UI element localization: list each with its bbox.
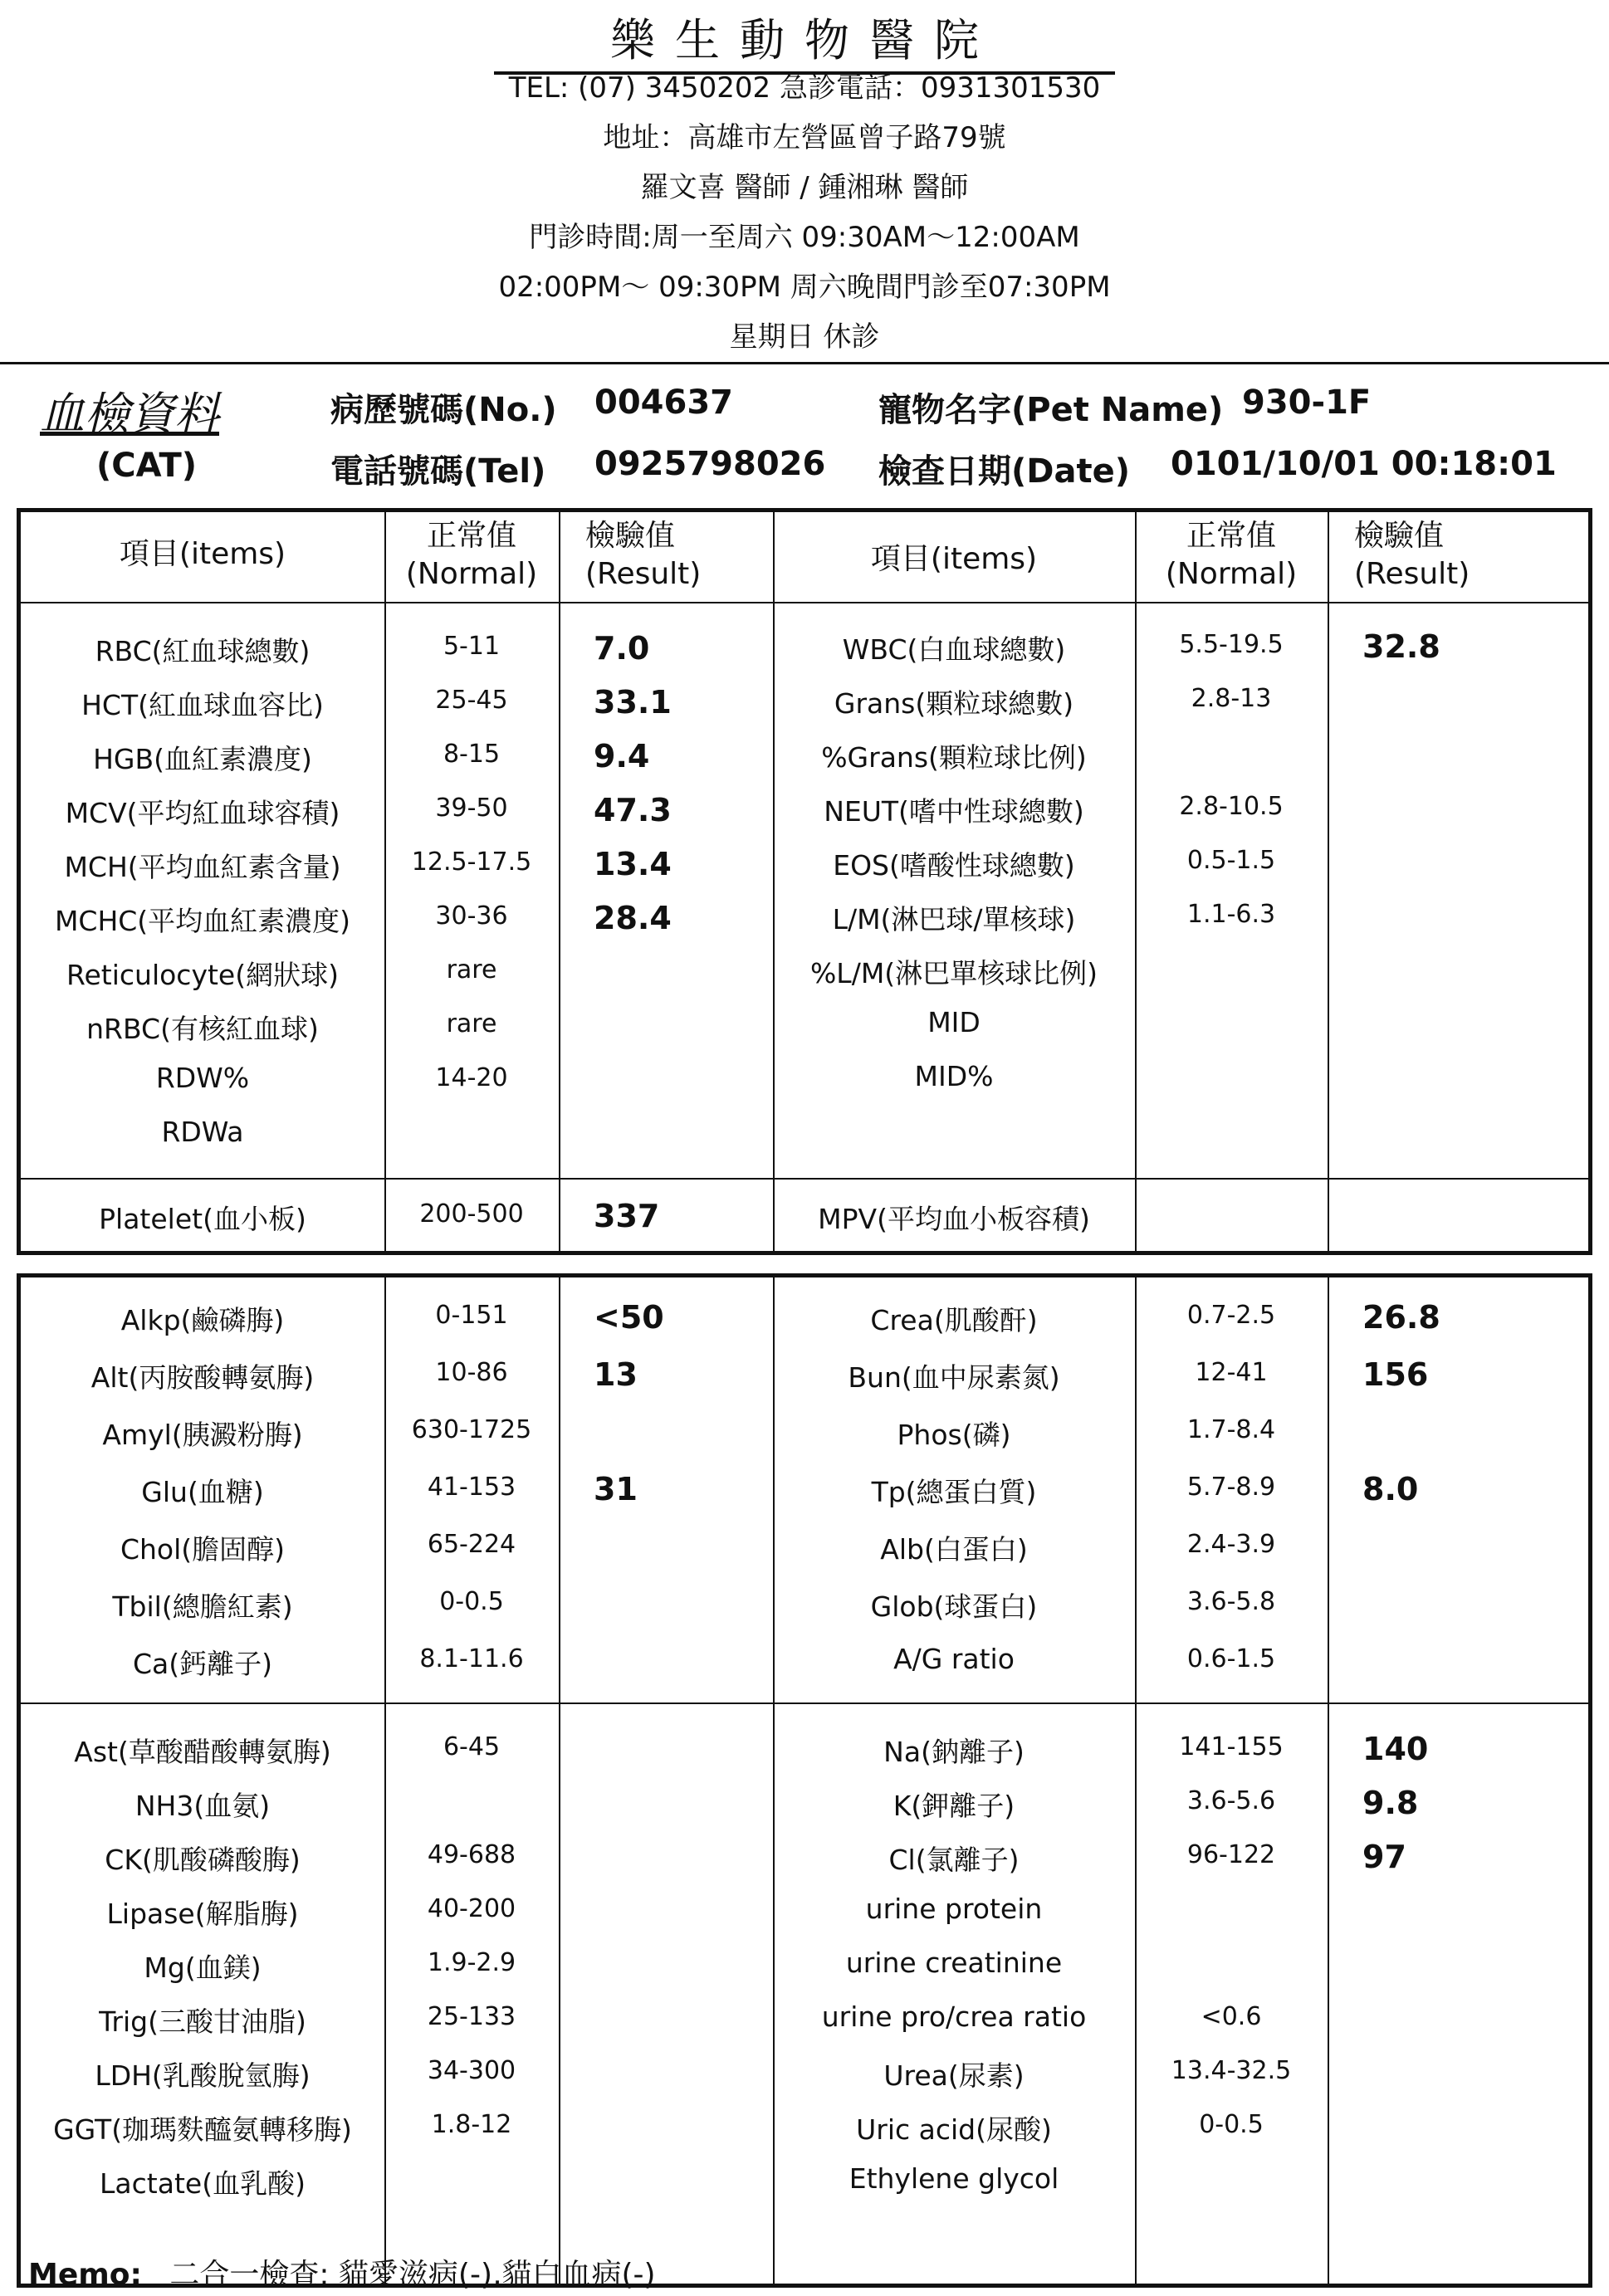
right-item-label: L/M(淋巴球/單核球) — [832, 903, 1076, 935]
left-normal-value: 49-688 — [427, 1840, 516, 1869]
right-item-label: urine pro/crea ratio — [821, 2000, 1087, 2033]
left-item-label: HGB(血紅素濃度) — [93, 743, 312, 775]
memo-text: 二合一檢查: 貓愛滋病(-),貓白血病(-) — [169, 2258, 656, 2292]
species-label: (CAT) — [96, 447, 198, 485]
cbc-table — [17, 508, 1592, 1255]
clinic-name: 樂生動物醫院 — [0, 5, 1609, 69]
right-item-label: Crea(肌酸酐) — [870, 1304, 1038, 1336]
left-item-label: MCHC(平均血紅素濃度) — [54, 905, 351, 937]
left-normal-value: 39-50 — [435, 794, 508, 823]
right-result-value: 9.8 — [1362, 1785, 1419, 1821]
header-divider — [0, 362, 1609, 364]
right-item-label: Ethylene glycol — [849, 2162, 1059, 2195]
right-normal-value: 0.5-1.5 — [1186, 846, 1276, 875]
right-item-label: Bun(血中尿素氮) — [848, 1361, 1060, 1394]
left-normal-value: 12.5-17.5 — [411, 848, 532, 877]
platelet-item: Platelet(血小板) — [99, 1203, 306, 1235]
left-result-value: 13.4 — [594, 846, 672, 882]
left-item-label: Mg(血鎂) — [144, 1952, 262, 1984]
left-normal-value: 0-151 — [435, 1301, 508, 1330]
left-normal-value: 1.8-12 — [431, 2110, 512, 2139]
right-item-label: urine protein — [865, 1893, 1043, 1925]
left-result-value: 13 — [594, 1356, 638, 1393]
col-result-left: 檢驗值 (Result) — [585, 519, 702, 591]
left-normal-value: 14-20 — [435, 1063, 508, 1092]
left-item-label: LDH(乳酸脫氫脢) — [95, 2059, 311, 2092]
right-normal-value: 0.6-1.5 — [1186, 1644, 1276, 1673]
right-normal-value: 1.1-6.3 — [1186, 900, 1276, 929]
left-normal-value: 41-153 — [427, 1473, 516, 1502]
left-normal-value: rare — [446, 1009, 497, 1038]
left-item-label: Alt(丙胺酸轉氨脢) — [90, 1361, 315, 1394]
col-result-right: 檢驗值 (Result) — [1354, 519, 1470, 591]
memo — [28, 2251, 656, 2294]
right-result-value: 26.8 — [1362, 1299, 1440, 1336]
left-normal-value: rare — [446, 955, 497, 984]
right-normal-value: 5.5-19.5 — [1179, 630, 1284, 659]
left-normal-value: 65-224 — [427, 1530, 516, 1559]
platelet-normal: 200-500 — [419, 1199, 524, 1229]
left-normal-value: 0-0.5 — [439, 1587, 504, 1616]
right-normal-value: 2.4-3.9 — [1186, 1530, 1276, 1559]
pet-name-label: 寵物名字(Pet Name) — [878, 391, 1224, 429]
memo-label: Memo: — [28, 2258, 142, 2292]
right-normal-value: 1.7-8.4 — [1186, 1415, 1276, 1444]
left-normal-value: 30-36 — [435, 901, 508, 931]
left-item-label: CK(肌酸磷酸脢) — [105, 1844, 301, 1876]
right-item-label: MID% — [914, 1060, 994, 1092]
left-item-label: Amyl(胰澱粉脢) — [102, 1419, 303, 1451]
col-normal-left: 正常值 (Normal) — [405, 519, 538, 591]
right-result-value: 156 — [1362, 1356, 1429, 1393]
right-item-label: Na(鈉離子) — [883, 1736, 1025, 1768]
tel-value: 0925798026 — [594, 445, 826, 483]
right-normal-value: 13.4-32.5 — [1171, 2056, 1292, 2085]
left-item-label: Ca(鈣離子) — [132, 1648, 272, 1680]
left-item-label: MCV(平均紅血球容積) — [65, 797, 340, 829]
left-item-label: Alkp(鹼磷脢) — [120, 1304, 285, 1336]
record-no-label: 病歷號碼(No.) — [330, 391, 557, 429]
right-item-label: MID — [927, 1006, 981, 1038]
right-item-label: NEUT(嗜中性球總數) — [824, 795, 1084, 828]
col-normal-right: 正常值 (Normal) — [1165, 519, 1298, 591]
left-item-label: nRBC(有核紅血球) — [86, 1013, 319, 1045]
right-result-value: 97 — [1362, 1839, 1406, 1875]
right-normal-value: 3.6-5.8 — [1186, 1587, 1276, 1616]
right-item-label: Tp(總蛋白質) — [871, 1476, 1037, 1508]
right-item-label: A/G ratio — [893, 1643, 1015, 1675]
right-normal-value: 0-0.5 — [1199, 2110, 1264, 2139]
left-result-value: 33.1 — [594, 684, 672, 721]
right-normal-value: 0.7-2.5 — [1186, 1301, 1276, 1330]
left-item-label: Lipase(解脂脢) — [106, 1898, 299, 1930]
right-normal-value: 141-155 — [1179, 1732, 1284, 1761]
clinic-closed: 星期日 休診 — [729, 320, 880, 354]
left-item-label: MCH(平均血紅素含量) — [64, 851, 341, 883]
date-value: 0101/10/01 00:18:01 — [1171, 445, 1557, 483]
left-result-value: 9.4 — [594, 738, 650, 774]
right-result-value: 8.0 — [1362, 1471, 1419, 1507]
record-no-value: 004637 — [594, 383, 733, 422]
left-result-value: 28.4 — [594, 900, 672, 936]
clinic-doctors: 羅文喜 醫師 / 鍾湘琳 醫師 — [640, 171, 969, 204]
left-item-label: Chol(膽固醇) — [120, 1533, 286, 1566]
right-normal-value: 96-122 — [1186, 1840, 1276, 1869]
left-item-label: GGT(珈瑪麩醯氨轉移脢) — [53, 2113, 352, 2146]
tel-label: 電話號碼(Tel) — [330, 452, 546, 491]
clinic-address: 地址：高雄市左營區曾子路79號 — [603, 121, 1006, 154]
right-item-label: EOS(嗜酸性球總數) — [833, 849, 1075, 882]
right-item-label: Phos(磷) — [897, 1419, 1011, 1451]
left-normal-value: 8-15 — [443, 740, 501, 769]
left-item-label: Reticulocyte(網狀球) — [66, 959, 339, 991]
left-normal-value: 25-133 — [427, 2002, 516, 2031]
mpv-item: MPV(平均血小板容積) — [818, 1203, 1090, 1235]
date-label: 檢查日期(Date) — [878, 452, 1131, 491]
right-normal-value: 5.7-8.9 — [1186, 1473, 1276, 1502]
col-items-left: 項目(items) — [119, 537, 286, 571]
left-item-label: Trig(三酸甘油脂) — [99, 2005, 306, 2038]
right-normal-value: 2.8-13 — [1191, 684, 1272, 713]
left-item-label: HCT(紅血球血容比) — [81, 689, 324, 721]
left-item-label: NH3(血氨) — [134, 1790, 271, 1822]
right-result-value: 140 — [1362, 1731, 1429, 1767]
right-item-label: K(鉀離子) — [893, 1790, 1015, 1822]
record-title: 血檢資料 — [40, 388, 219, 440]
right-result-value: 32.8 — [1362, 628, 1440, 665]
right-item-label: Alb(白蛋白) — [880, 1533, 1028, 1566]
left-normal-value: 40-200 — [427, 1894, 516, 1923]
right-item-label: urine creatinine — [845, 1947, 1063, 1979]
right-item-label: Glob(球蛋白) — [870, 1590, 1038, 1623]
pet-name-value: 930-1F — [1242, 383, 1372, 422]
left-normal-value: 6-45 — [443, 1732, 501, 1761]
right-item-label: Cl(氯離子) — [888, 1844, 1020, 1876]
col-items-right: 項目(items) — [870, 542, 1038, 576]
right-normal-value: <0.6 — [1201, 2002, 1262, 2031]
right-item-label: %L/M(淋巴單核球比例) — [809, 957, 1098, 989]
left-normal-value: 1.9-2.9 — [427, 1948, 516, 1977]
platelet-result: 337 — [594, 1198, 660, 1234]
left-normal-value: 630-1725 — [411, 1415, 532, 1444]
left-item-label: RDWa — [161, 1116, 244, 1148]
right-item-label: Grans(顆粒球總數) — [834, 687, 1074, 720]
right-normal-value: 2.8-10.5 — [1179, 792, 1284, 821]
right-item-label: Urea(尿素) — [883, 2059, 1025, 2092]
clinic-hours-1: 門診時間:周一至周六 09:30AM～12:00AM — [529, 221, 1080, 254]
right-normal-value: 12-41 — [1195, 1358, 1268, 1387]
left-result-value: <50 — [594, 1299, 664, 1336]
left-result-value: 7.0 — [594, 630, 650, 667]
left-normal-value: 5-11 — [443, 632, 501, 661]
left-normal-value: 8.1-11.6 — [419, 1644, 524, 1673]
left-item-label: Tbil(總膽紅素) — [112, 1590, 293, 1623]
right-item-label: %Grans(顆粒球比例) — [821, 741, 1087, 774]
right-item-label: WBC(白血球總數) — [842, 633, 1066, 666]
left-item-label: Glu(血糖) — [141, 1476, 264, 1508]
left-item-label: RBC(紅血球總數) — [95, 635, 311, 667]
left-result-value: 31 — [594, 1471, 638, 1507]
left-item-label: Ast(草酸醋酸轉氨脢) — [74, 1736, 331, 1768]
chemistry-table — [17, 1273, 1592, 2288]
clinic-tel: TEL: (07) 3450202 急診電話：0931301530 — [508, 71, 1101, 105]
right-item-label: Uric acid(尿酸) — [856, 2113, 1052, 2146]
left-normal-value: 25-45 — [435, 686, 508, 715]
left-item-label: RDW% — [155, 1062, 250, 1094]
left-result-value: 47.3 — [594, 792, 672, 828]
left-item-label: Lactate(血乳酸) — [100, 2167, 306, 2200]
clinic-hours-2: 02:00PM～ 09:30PM 周六晚間門診至07:30PM — [498, 271, 1111, 304]
left-normal-value: 10-86 — [435, 1358, 508, 1387]
left-normal-value: 34-300 — [427, 2056, 516, 2085]
right-normal-value: 3.6-5.6 — [1186, 1786, 1276, 1815]
